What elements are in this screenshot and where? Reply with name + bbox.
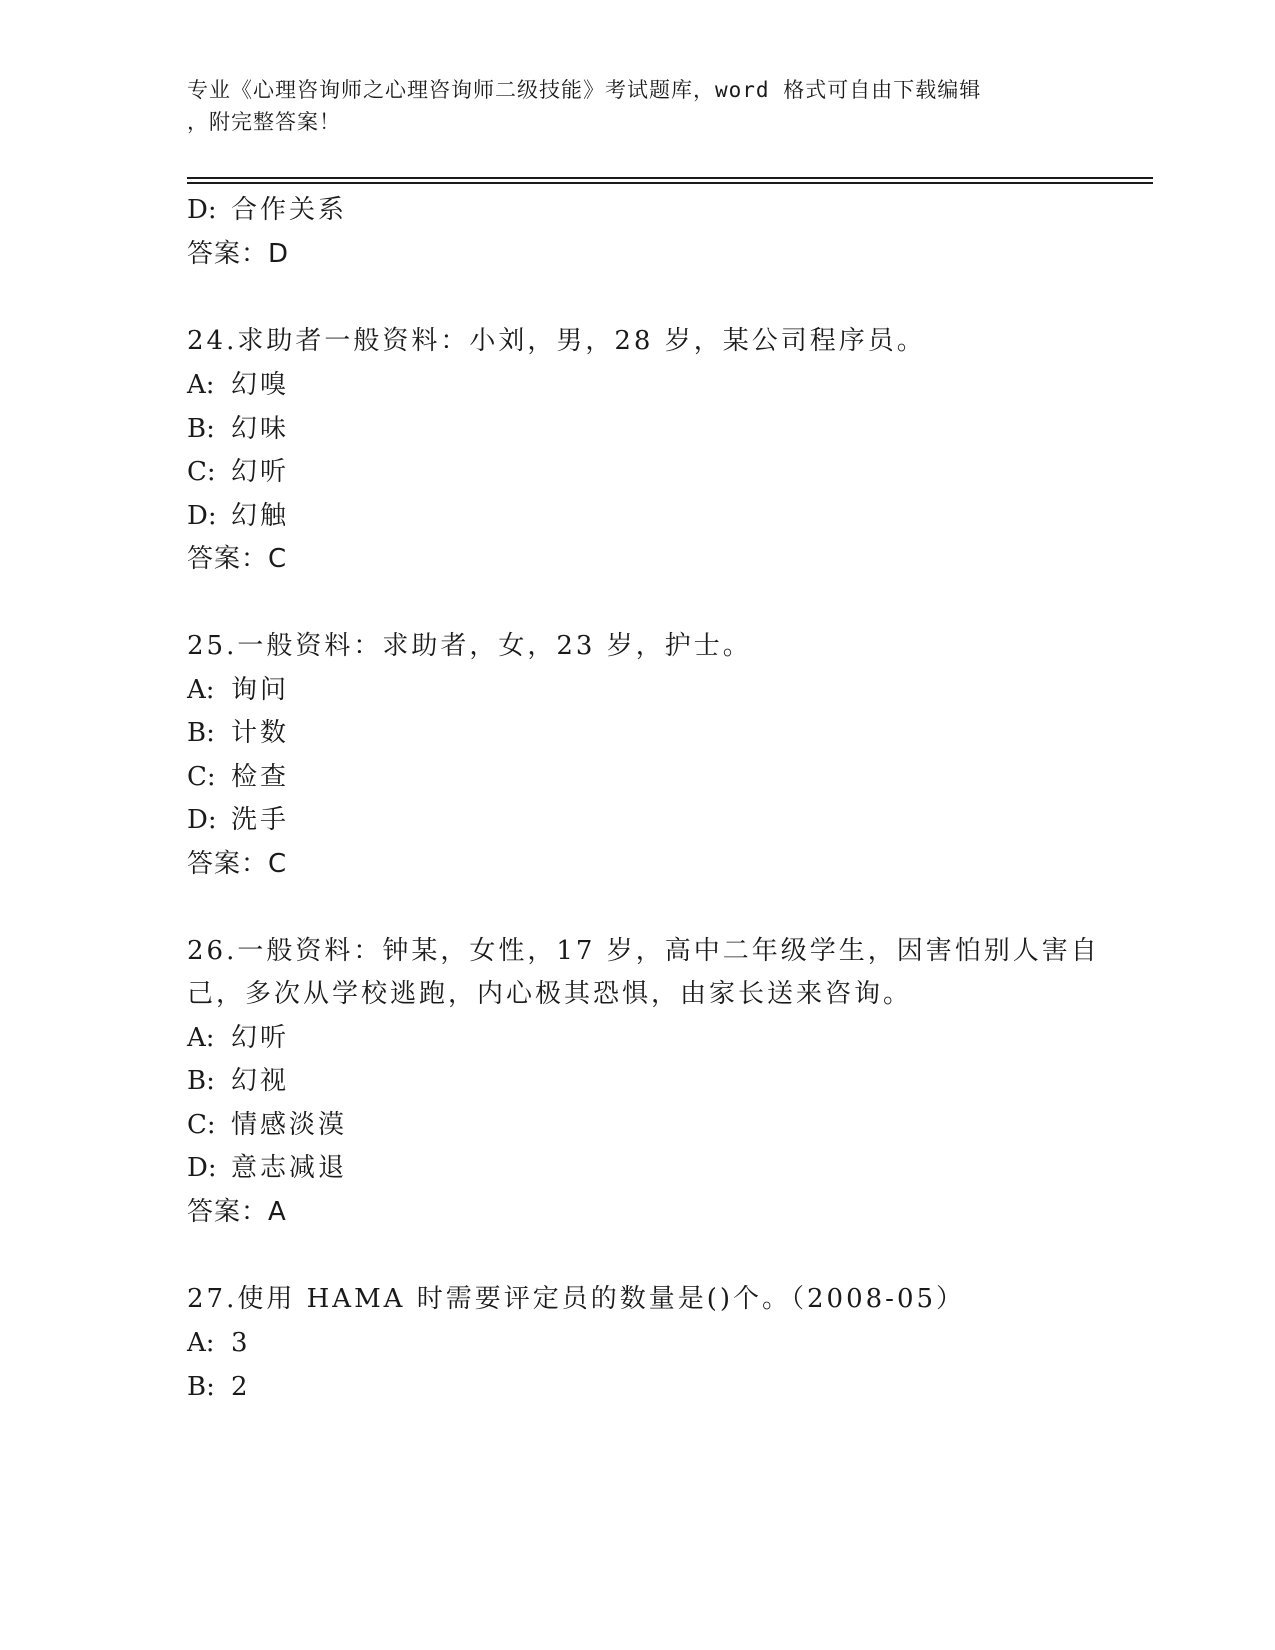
option-text: 3 [231,1328,251,1358]
q27-option-a [187,1327,251,1359]
q24-option-a [187,369,289,401]
option-text: 幻视 [231,1066,290,1096]
option-key: B: [187,1372,215,1402]
q24-option-b [187,413,289,445]
header-line-2: ，附完整答案！ [187,110,341,134]
q24-answer: 答案：C [187,544,288,574]
option-text: 幻听 [231,1023,290,1053]
option-text: 幻触 [231,501,290,531]
option-text: 意志减退 [231,1153,348,1183]
option-key: C: [187,1110,216,1140]
q25-option-b [187,717,289,749]
header-rule-bottom [187,182,1153,184]
option-text: 幻听 [231,457,290,487]
q24-stem: 24.求助者一般资料：小刘，男，28 岁，某公司程序员。 [187,326,926,356]
option-key: C: [187,762,216,792]
option-key: A: [187,1023,215,1053]
header-line-1: 专业《心理咨询师之心理咨询师二级技能》考试题库，word 格式可自由下载编辑 [187,78,982,102]
q26-option-b [187,1065,289,1097]
option-text: 情感淡漠 [231,1110,348,1140]
option-text: 计数 [231,718,290,748]
option-text: 检查 [231,762,290,792]
prev-option-d [187,194,347,226]
option-text: 2 [231,1372,251,1402]
option-key: D: [187,501,217,531]
option-key: B: [187,414,215,444]
q26-option-c [187,1109,347,1141]
q26-answer: 答案：A [187,1197,287,1227]
option-text: 幻味 [231,414,290,444]
option-text: 幻嗅 [231,370,290,400]
option-text: 合作关系 [231,195,348,225]
option-key: D: [187,195,217,225]
option-key: B: [187,1066,215,1096]
option-text: 洗手 [231,805,290,835]
option-text: 询问 [231,675,290,705]
prev-answer: 答案：D [187,239,290,269]
option-key: A: [187,675,215,705]
document-header [187,74,1087,138]
option-key: A: [187,370,215,400]
q24-option-d [187,500,289,532]
q26-stem-line-2: 己，多次从学校逃跑，内心极其恐惧，由家长送来咨询。 [187,979,913,1009]
option-key: A: [187,1328,215,1358]
option-key: D: [187,805,217,835]
q25-option-a [187,674,289,706]
q26-stem-line-1: 26.一般资料：钟某，女性，17 岁，高中二年级学生，因害怕别人害自 [187,936,1100,966]
q27-option-b [187,1371,251,1403]
q25-answer: 答案：C [187,849,288,879]
q27-stem: 27.使用 HAMA 时需要评定员的数量是()个。（2008-05） [187,1284,966,1314]
q25-option-d [187,804,289,836]
q26-option-a [187,1022,289,1054]
q25-stem: 25.一般资料：求助者，女，23 岁，护士。 [187,631,752,661]
option-key: B: [187,718,215,748]
option-key: C: [187,457,216,487]
q24-option-c [187,456,289,488]
option-key: D: [187,1153,217,1183]
header-rule-top [187,177,1153,179]
q25-option-c [187,761,289,793]
q26-option-d [187,1152,347,1184]
